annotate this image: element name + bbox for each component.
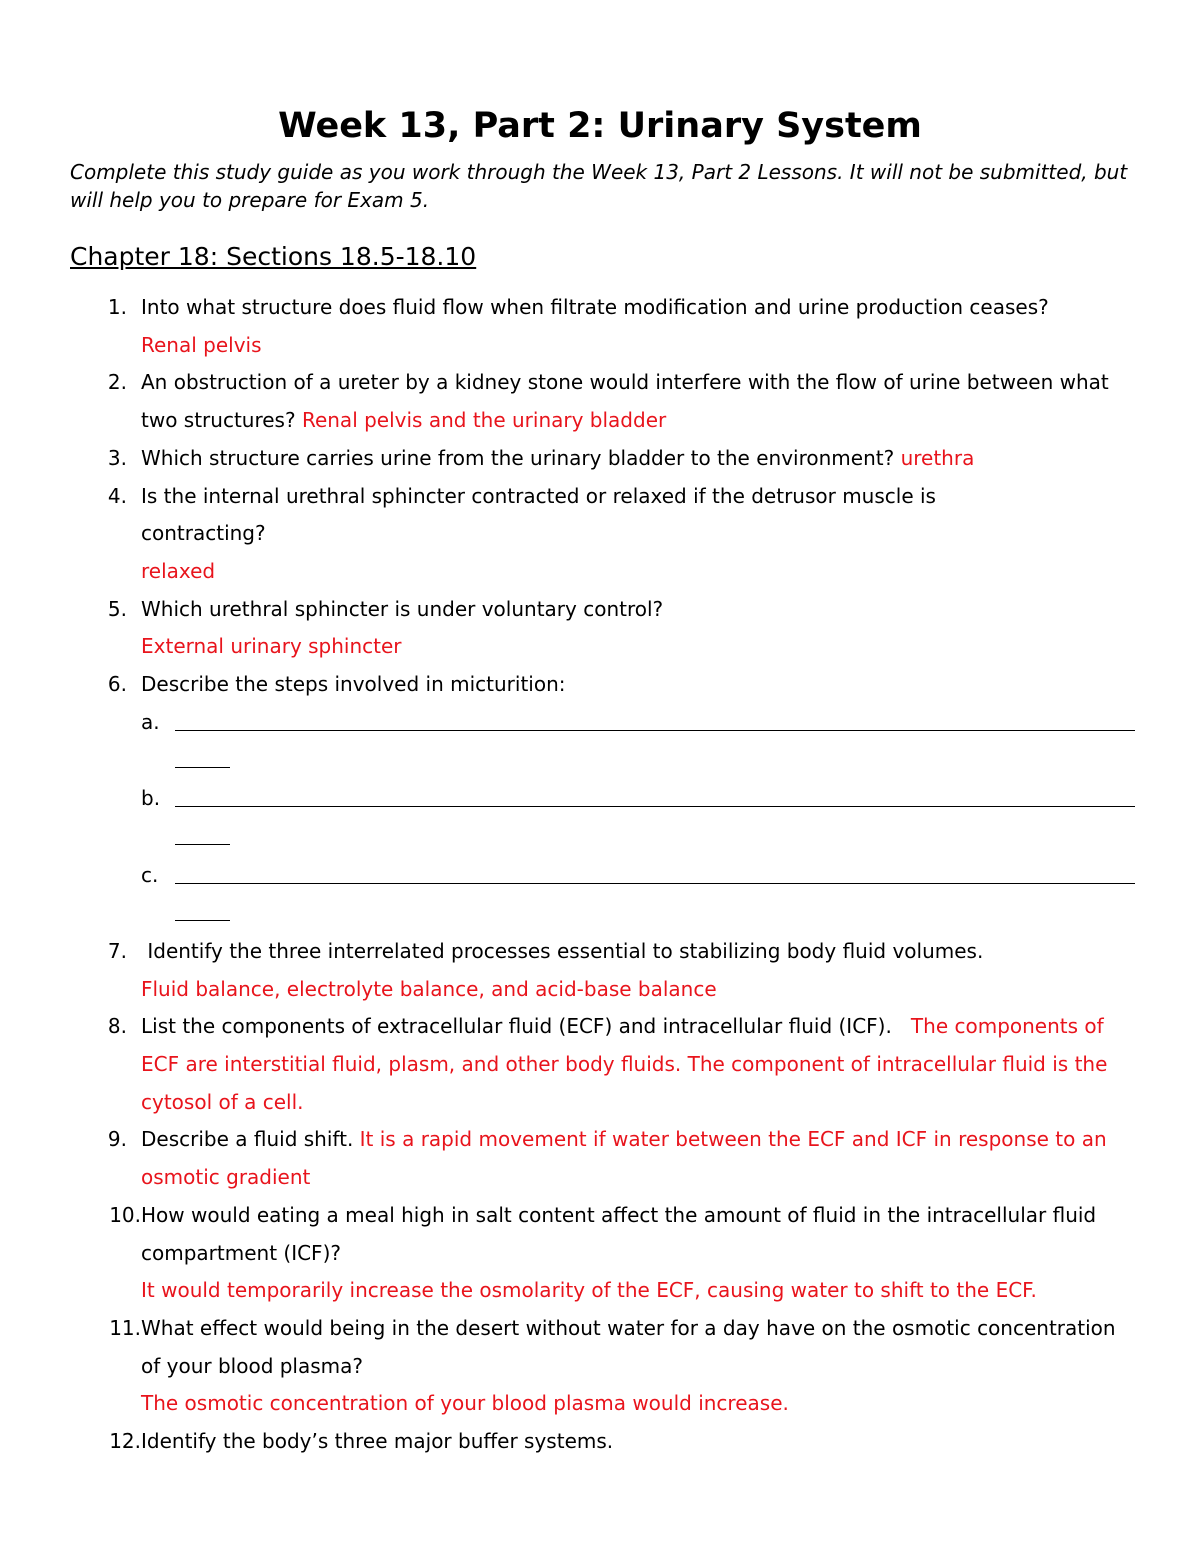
question-item	[70, 1008, 1135, 1121]
question-item	[70, 289, 1135, 364]
blank-line-continuation[interactable]	[175, 741, 230, 768]
answer-text: The components of ECF are interstitial fluid, plasm, and other body fluids. The component of intracellular fluid is the cytosol of a cell.	[141, 1014, 1108, 1114]
answer-text: Renal pelvis and the urinary bladder	[301, 408, 667, 433]
question-number: 6.	[107, 672, 127, 697]
blank-line[interactable]	[175, 704, 1135, 731]
question-item	[70, 1310, 1135, 1423]
question-item	[70, 1197, 1135, 1310]
question-number: 4.	[107, 483, 127, 508]
question-text: Describe the steps involved in micturition:	[141, 672, 566, 697]
question-item	[70, 933, 1135, 1008]
answer-text: relaxed	[141, 558, 216, 583]
answer-text: Renal pelvis	[141, 332, 262, 357]
answer-text: Fluid balance, electrolyte balance, and acid-base balance	[141, 976, 717, 1001]
question-text: Is the internal urethral sphincter contracted or relaxed if the detrusor muscle is contracting?	[141, 483, 936, 546]
page-title: Week 13, Part 2: Urinary System	[278, 106, 922, 146]
blank-line[interactable]	[175, 857, 1135, 884]
answer-line-c[interactable]	[141, 857, 1135, 895]
answer-line-a[interactable]	[141, 704, 1135, 742]
question-number: 7.	[107, 938, 127, 963]
question-number: 9.	[107, 1127, 127, 1152]
question-item	[70, 364, 1135, 439]
question-item	[70, 440, 1135, 478]
blank-line[interactable]	[175, 780, 1135, 807]
chapter-heading: Chapter 18: Sections 18.5-18.10	[70, 242, 477, 271]
question-text: Identify the body’s three major buffer systems.	[141, 1429, 614, 1454]
question-text: Into what structure does fluid flow when filtrate modification and urine production ceases?	[141, 295, 1049, 319]
question-text: Which structure carries urine from the urinary bladder to the environment?	[141, 445, 895, 470]
question-number: 12.	[109, 1429, 141, 1454]
question-item	[70, 478, 1135, 591]
question-item	[70, 1121, 1135, 1196]
sub-item-letter: b.	[141, 786, 161, 811]
question-text: List the components of extracellular fluid (ECF) and intracellular fluid (ICF).	[141, 1014, 892, 1039]
answer-line-b[interactable]	[141, 780, 1135, 818]
question-item	[70, 1423, 1135, 1461]
question-text: What effect would being in the desert without water for a day have on the osmotic concentration of your blood plasma?	[141, 1315, 1116, 1378]
question-text: How would eating a meal high in salt content affect the amount of fluid in the intracellular fluid compartment (ICF)?	[141, 1202, 1097, 1265]
question-number: 3.	[107, 445, 127, 470]
question-text: Describe a fluid shift.	[141, 1127, 354, 1152]
blank-line-continuation[interactable]	[175, 894, 230, 921]
answer-text: It is a rapid movement if water between the ECF and ICF in response to an osmotic gradient	[141, 1127, 1107, 1190]
answer-text: External urinary sphincter	[141, 634, 402, 659]
question-number: 8.	[107, 1014, 127, 1039]
question-item	[70, 591, 1135, 666]
intro-text: Complete this study guide as you work through the Week 13, Part 2 Lessons. It will not be submitted, but will help you to prepare for Exam 5.	[70, 160, 1128, 212]
question-text: Which urethral sphincter is under voluntary control?	[141, 596, 664, 621]
blank-line-continuation[interactable]	[175, 818, 230, 845]
question-list	[70, 289, 1135, 1461]
question-number: 11.	[109, 1315, 141, 1340]
sub-item-letter: a.	[141, 709, 160, 734]
answer-text: It would temporarily increase the osmolarity of the ECF, causing water to shift to the ECF.	[141, 1278, 1037, 1303]
question-number: 5.	[107, 596, 127, 621]
question-number: 1.	[107, 295, 127, 319]
question-text: Identify the three interrelated processes essential to stabilizing body fluid volumes.	[141, 938, 984, 963]
answer-text: urethra	[900, 445, 975, 470]
question-number: 10.	[109, 1202, 141, 1227]
question-number: 2.	[107, 370, 127, 395]
sub-item-letter: c.	[141, 862, 159, 887]
question-text: An obstruction of a ureter by a kidney stone would interfere with the flow of urine between what two structures?	[141, 370, 1109, 433]
answer-text: The osmotic concentration of your blood plasma would increase.	[141, 1391, 789, 1416]
question-item	[70, 666, 1135, 704]
